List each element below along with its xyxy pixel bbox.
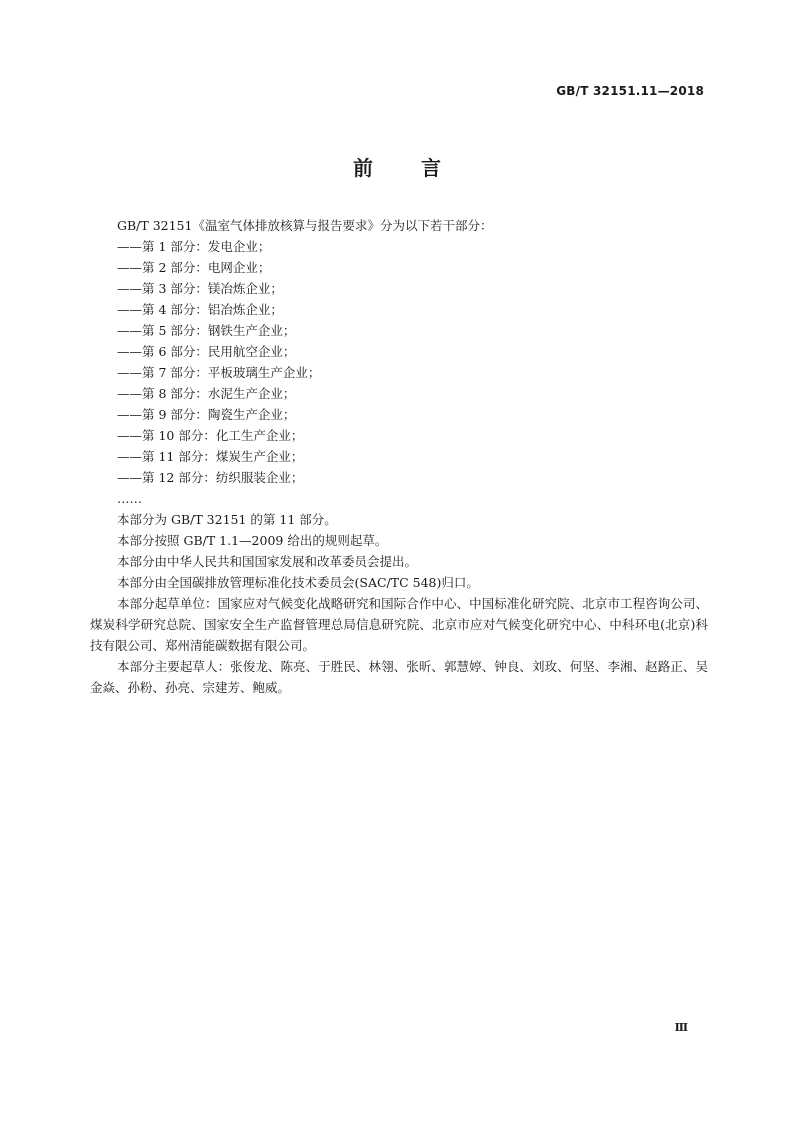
body-paragraph: 本部分按照 GB/T 1.1—2009 给出的规则起草。 [117, 533, 388, 548]
part-item: ——第 2 部分：电网企业； [117, 260, 271, 275]
title-char-1: 前 [353, 156, 373, 180]
page-title [0, 152, 794, 181]
part-item: ——第 11 部分：煤炭生产企业； [117, 449, 304, 464]
part-item: ——第 12 部分：纺织服装企业； [117, 470, 304, 485]
standard-code-header: GB/T 32151.11—2018 [556, 84, 704, 98]
part-item: ——第 3 部分：镁冶炼企业； [117, 281, 283, 296]
body-paragraph: 本部分由全国碳排放管理标准化技术委员会(SAC/TC 548)归口。 [117, 575, 479, 590]
part-item: ——第 4 部分：铝冶炼企业； [117, 302, 283, 317]
part-item: ——第 1 部分：发电企业； [117, 239, 271, 254]
intro-paragraph: GB/T 32151《温室气体排放核算与报告要求》分为以下若干部分： [117, 218, 493, 233]
document-body [90, 215, 708, 698]
part-item: ——第 8 部分：水泥生产企业； [117, 386, 296, 401]
part-item: ——第 10 部分：化工生产企业； [117, 428, 304, 443]
title-char-2: 言 [421, 156, 441, 180]
ellipsis: …… [117, 491, 142, 506]
part-item: ——第 9 部分：陶瓷生产企业； [117, 407, 296, 422]
part-item: ——第 6 部分：民用航空企业； [117, 344, 296, 359]
body-paragraph: 本部分为 GB/T 32151 的第 11 部分。 [117, 512, 337, 527]
body-paragraph: 本部分由中华人民共和国国家发展和改革委员会提出。 [117, 554, 418, 569]
part-item: ——第 7 部分：平板玻璃生产企业； [117, 365, 321, 380]
part-item: ——第 5 部分：钢铁生产企业； [117, 323, 296, 338]
drafting-units-paragraph: 本部分起草单位：国家应对气候变化战略研究和国际合作中心、中国标准化研究院、北京市工程咨询公司、煤炭科学研究总院、国家安全生产监督管理总局信息研究院、北京市应对气候变化研究中心、中科环电(北京)科技有限公司、郑州清能碳数据有限公司。 [90, 596, 708, 653]
drafters-paragraph: 本部分主要起草人：张俊龙、陈亮、于胜民、林翎、张昕、郭慧婷、钟良、刘玫、何坚、李湘、赵路正、吴金焱、孙粉、孙亮、宗建芳、鲍威。 [90, 659, 708, 695]
page-number: Ⅲ [674, 1021, 688, 1034]
